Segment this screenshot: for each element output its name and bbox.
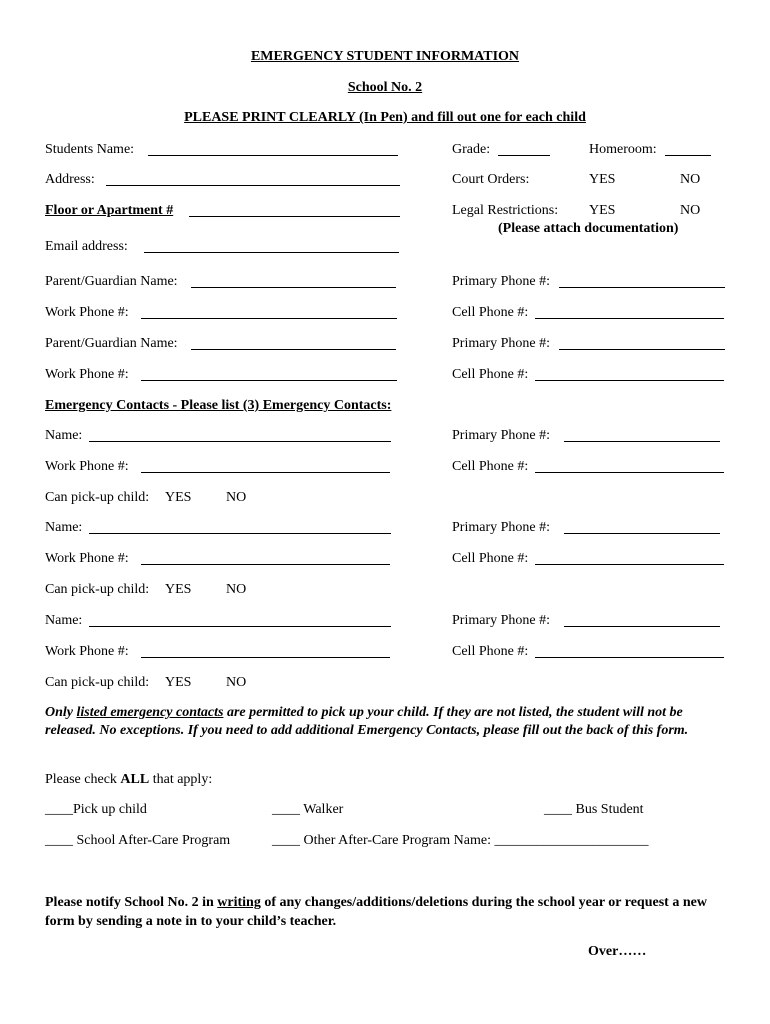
guardian-2-work-label: Work Phone #:: [45, 367, 129, 382]
contact-1-work-label: Work Phone #:: [45, 459, 129, 474]
school-name: School No. 2: [347, 80, 423, 95]
legal-restrictions-yes[interactable]: YES: [589, 203, 616, 218]
court-orders-no[interactable]: NO: [680, 172, 701, 187]
contact-3-pickup-label: Can pick-up child:: [45, 675, 150, 690]
legal-restrictions-no[interactable]: NO: [680, 203, 701, 218]
guardian-1-work-field[interactable]: [141, 318, 397, 319]
contact-2-pickup-no[interactable]: NO: [226, 582, 247, 597]
checklist-suffix: that apply:: [149, 772, 213, 787]
contact-3-primary-field[interactable]: [564, 626, 720, 627]
footer-notice-end: of any changes/additions/deletions during the school year or request a new form by sending a note in to your child’s teacher.: [45, 895, 707, 929]
contact-1-pickup-label: Can pick-up child:: [45, 490, 150, 505]
guardian-2-cell-label: Cell Phone #:: [452, 367, 529, 382]
contact-1-cell-field[interactable]: [535, 472, 724, 473]
floor-apartment-label: Floor or Apartment #: [45, 203, 174, 218]
contact-2-cell-field[interactable]: [535, 564, 724, 565]
footer-notice-writing: writing: [217, 895, 261, 910]
court-orders-yes[interactable]: YES: [589, 172, 616, 187]
contact-3-work-field[interactable]: [141, 657, 390, 658]
email-label: Email address:: [45, 239, 128, 254]
contact-2-pickup-label: Can pick-up child:: [45, 582, 150, 597]
contact-2-primary-field[interactable]: [564, 533, 720, 534]
court-orders-label: Court Orders:: [452, 172, 530, 187]
option-bus-student[interactable]: ____ Bus Student: [544, 802, 644, 817]
guardian-1-cell-field[interactable]: [535, 318, 724, 319]
homeroom-label: Homeroom:: [589, 142, 657, 157]
contact-3-cell-label: Cell Phone #:: [452, 644, 529, 659]
guardian-2-work-field[interactable]: [141, 380, 397, 381]
students-name-label: Students Name:: [45, 142, 135, 157]
footer-notice: [45, 893, 735, 931]
option-other-aftercare[interactable]: ____ Other After-Care Program Name: ______________________: [272, 833, 649, 848]
checklist-prefix: Please check: [45, 772, 121, 787]
homeroom-field[interactable]: [665, 155, 711, 156]
guardian-2-cell-field[interactable]: [535, 380, 724, 381]
contact-2-primary-label: Primary Phone #:: [452, 520, 550, 535]
option-walker[interactable]: ____ Walker: [272, 802, 344, 817]
pickup-notice-start: Only: [45, 705, 77, 720]
contact-2-name-label: Name:: [45, 520, 83, 535]
pickup-notice-emphasis: listed emergency contacts: [76, 705, 224, 720]
contact-3-cell-field[interactable]: [535, 657, 724, 658]
students-name-field[interactable]: [148, 155, 398, 156]
address-label: Address:: [45, 172, 95, 187]
guardian-1-primary-label: Primary Phone #:: [452, 274, 550, 289]
contact-3-pickup-no[interactable]: NO: [226, 675, 247, 690]
option-school-aftercare[interactable]: ____ School After-Care Program: [45, 833, 231, 848]
floor-apartment-field[interactable]: [189, 216, 400, 217]
contact-3-work-label: Work Phone #:: [45, 644, 129, 659]
guardian-2-primary-label: Primary Phone #:: [452, 336, 550, 351]
contact-1-pickup-no[interactable]: NO: [226, 490, 247, 505]
contact-1-work-field[interactable]: [141, 472, 390, 473]
form-title: EMERGENCY STUDENT INFORMATION: [250, 49, 520, 64]
contact-2-work-label: Work Phone #:: [45, 551, 129, 566]
emergency-contacts-heading: Emergency Contacts - Please list (3) Emergency Contacts:: [45, 398, 392, 413]
guardian-2-primary-field[interactable]: [559, 349, 725, 350]
guardian-1-name-field[interactable]: [191, 287, 396, 288]
contact-1-primary-label: Primary Phone #:: [452, 428, 550, 443]
contact-3-primary-label: Primary Phone #:: [452, 613, 550, 628]
over-indicator: Over……: [588, 944, 647, 959]
contact-3-pickup-yes[interactable]: YES: [165, 675, 192, 690]
guardian-2-name-label: Parent/Guardian Name:: [45, 336, 178, 351]
guardian-1-work-label: Work Phone #:: [45, 305, 129, 320]
checklist-instruction: [45, 771, 212, 788]
contact-1-name-field[interactable]: [89, 441, 391, 442]
contact-1-pickup-yes[interactable]: YES: [165, 490, 192, 505]
option-pickup-child[interactable]: ____Pick up child: [45, 802, 147, 817]
guardian-1-name-label: Parent/Guardian Name:: [45, 274, 178, 289]
grade-label: Grade:: [452, 142, 491, 157]
email-field[interactable]: [144, 252, 399, 253]
contact-1-primary-field[interactable]: [564, 441, 720, 442]
contact-2-pickup-yes[interactable]: YES: [165, 582, 192, 597]
contact-1-cell-label: Cell Phone #:: [452, 459, 529, 474]
print-instruction: PLEASE PRINT CLEARLY (In Pen) and fill out one for each child: [184, 110, 586, 125]
contact-1-name-label: Name:: [45, 428, 83, 443]
guardian-2-name-field[interactable]: [191, 349, 396, 350]
grade-field[interactable]: [498, 155, 550, 156]
guardian-1-primary-field[interactable]: [559, 287, 725, 288]
contact-2-work-field[interactable]: [141, 564, 390, 565]
footer-notice-start: Please notify School No. 2 in: [45, 895, 218, 910]
contact-3-name-field[interactable]: [89, 626, 391, 627]
contact-2-cell-label: Cell Phone #:: [452, 551, 529, 566]
attach-documentation-note: (Please attach documentation): [498, 221, 679, 236]
pickup-notice: [45, 704, 735, 740]
guardian-1-cell-label: Cell Phone #:: [452, 305, 529, 320]
checklist-all: ALL: [120, 772, 150, 787]
contact-2-name-field[interactable]: [89, 533, 391, 534]
address-field[interactable]: [106, 185, 400, 186]
legal-restrictions-label: Legal Restrictions:: [452, 203, 559, 218]
contact-3-name-label: Name:: [45, 613, 83, 628]
pickup-notice-end: are permitted to pick up your child. If they are not listed, the student will not be released. No exceptions. If you need to add additional Emergency Contacts, please fill out the back of this form.: [45, 705, 689, 738]
